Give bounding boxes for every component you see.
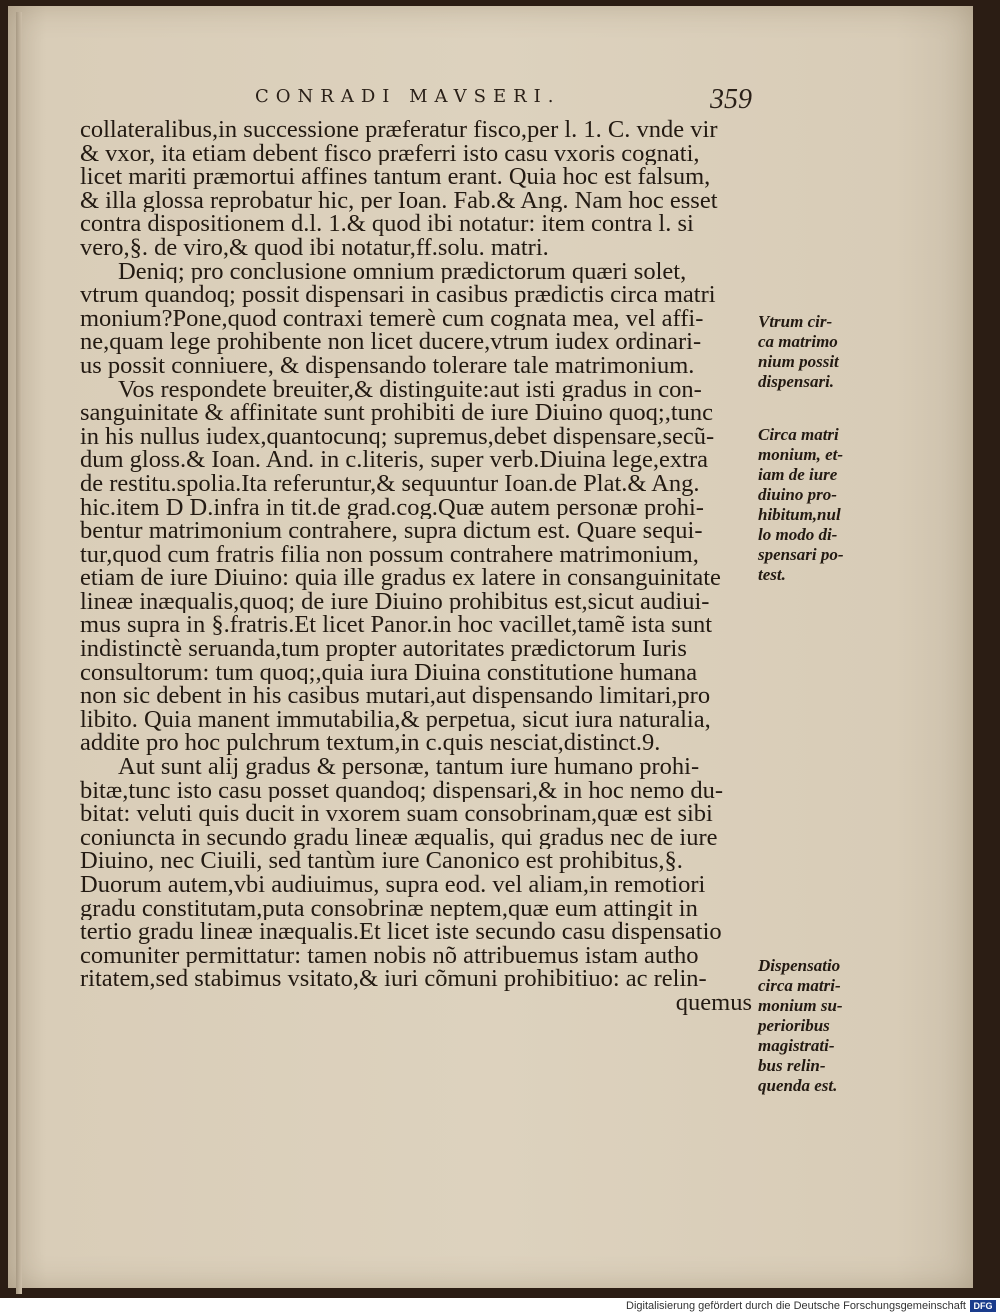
marginal-line: magistrati- xyxy=(758,1036,835,1055)
marginal-line: quenda est. xyxy=(758,1076,838,1095)
dfg-logo: DFG xyxy=(970,1300,996,1312)
funding-notice: Digitalisierung gefördert durch die Deutsche Forschungsgemeinschaft xyxy=(626,1300,966,1312)
text-line: ritatem,sed stabimus vsitato,& iuri cõmuni prohibitiuo: ac relin- xyxy=(80,967,707,991)
text-line: vero,§. de viro,& quod ibi notatur,ff.solu. matri. xyxy=(80,235,549,260)
text-line: contra dispositionem d.l. 1.& quod ibi notatur: item contra l. si xyxy=(80,212,694,236)
marginal-line: monium su- xyxy=(758,996,843,1015)
text-line: & illa glossa reprobatur hic, per Ioan. Fab.& Ang. Nam hoc esset xyxy=(80,188,718,213)
marginal-line: diuino pro- xyxy=(758,485,837,504)
text-line: sanguinitate & affinitate sunt prohibiti de iure Diuino quoq;,tunc xyxy=(80,401,714,425)
text-line: hic.item D D.infra in tit.de grad.cog.Quæ autem personæ prohi- xyxy=(80,495,704,520)
text-line: etiam de iure Diuino: quia ille gradus ex latere in consanguinitate xyxy=(80,566,721,590)
main-text-column xyxy=(80,118,752,1015)
marginal-line: Vtrum cir- xyxy=(758,312,833,331)
marginal-line: Dispensatio xyxy=(758,956,841,975)
text-line: coniuncta in secundo gradu lineæ æqualis, qui gradus nec de iure xyxy=(80,825,718,850)
marginal-line: nium possit xyxy=(758,352,839,371)
marginal-line: dispensari. xyxy=(758,372,835,391)
marginal-line: perioribus xyxy=(758,1016,830,1035)
marginal-note-3 xyxy=(758,956,868,1096)
text-line: Diuino, nec Ciuili, sed tantùm iure Canonico est prohibitus,§. xyxy=(80,849,683,873)
text-line: dum gloss.& Ioan. And. in c.literis, super verb.Diuina lege,extra xyxy=(80,448,709,472)
marginal-note-1 xyxy=(758,312,868,392)
marginal-line: spensari po- xyxy=(758,545,844,564)
text-line: collateralibus,in successione præferatur fisco,per l. 1. C. vnde vir xyxy=(80,118,718,142)
text-line: consultorum: tum quoq;,quia iura Diuina constitutione humana xyxy=(80,660,698,685)
page-edge xyxy=(16,12,22,1294)
marginal-line: bus relin- xyxy=(758,1056,826,1075)
catchword: quemus xyxy=(675,990,752,1015)
text-line: lineæ inæqualis,quoq; de iure Diuino prohibitus est,sicut audiui- xyxy=(80,589,710,614)
text-line: Duorum autem,vbi audiuimus, supra eod. vel aliam,in remotiori xyxy=(80,873,706,897)
marginal-line: iam de iure xyxy=(758,465,838,484)
text-line: bitæ,tunc isto casu posset quandoq; dispensari,& in hoc nemo du- xyxy=(80,778,724,803)
marginal-line: Circa matri xyxy=(758,425,839,444)
marginal-line: hibitum,nul xyxy=(758,505,841,524)
marginal-line: circa matri- xyxy=(758,976,841,995)
page-number: 359 xyxy=(710,84,752,115)
text-line: addite pro hoc pulchrum textum,in c.quis nesciat,distinct.9. xyxy=(80,731,661,756)
text-line: ne,quam lege prohibente non licet ducere,vtrum iudex ordinari- xyxy=(80,330,702,354)
text-line: tur,quod cum fratris filia non possum contrahere matrimonium, xyxy=(80,542,699,567)
text-line: Vos respondete breuiter,& distinguite:aut isti gradus in con- xyxy=(118,377,702,402)
marginal-line: test. xyxy=(758,565,786,584)
text-line: & vxor, ita etiam debent fisco præferri isto casu vxoris cognati, xyxy=(80,141,700,166)
marginal-line: ca matrimo xyxy=(758,332,838,351)
marginal-line: lo modo di- xyxy=(758,525,838,544)
text-line: mus supra in §.fratris.Et licet Panor.in hoc vacillet,tamẽ ista sunt xyxy=(80,613,713,638)
text-line: gradu constitutam,puta consobrinæ neptem,quæ eum attingit in xyxy=(80,896,698,921)
text-line: us possit conniuere, & dispensando tolerare tale matrimonium. xyxy=(80,353,695,378)
text-line: bitat: veluti quis ducit in vxorem suam consobrinam,quæ est sibi xyxy=(80,802,713,826)
text-line: comuniter permittatur: tamen nobis nõ attribuemus istam autho xyxy=(80,943,699,968)
text-line: libito. Quia manent immutabilia,& perpetua, sicut iura naturalia, xyxy=(80,707,711,732)
text-line: non sic debent in his casibus mutari,aut dispensando limitari,pro xyxy=(80,684,711,708)
text-line: licet mariti præmortui affines tantum erant. Quia hoc est falsum, xyxy=(80,165,711,189)
text-line: Deniq; pro conclusione omnium prædictorum quæri solet, xyxy=(118,259,687,284)
marginal-note-2 xyxy=(758,425,868,585)
text-line: Aut sunt alij gradus & personæ, tantum iure humano prohi- xyxy=(118,755,700,779)
text-line: monium?Pone,quod contraxi temerè cum cognata mea, vel affi- xyxy=(80,306,704,331)
text-line: indistinctè seruanda,tum propter autoritates prædictorum Iuris xyxy=(80,637,687,661)
running-head: CONRADI MAVSERI. xyxy=(255,86,561,107)
text-line: de restitu.spolia.Ita referuntur,& sequuntur Ioan.de Plat.& Ang. xyxy=(80,471,700,496)
text-line: vtrum quandoq; possit dispensari in casibus prædictis circa matri xyxy=(80,283,716,307)
text-line: in his nullus iudex,quantocunq; supremus,debet dispensare,secũ- xyxy=(80,424,715,449)
marginal-line: monium, et- xyxy=(758,445,844,464)
text-line: bentur matrimonium contrahere, supra dictum est. Quare sequi- xyxy=(80,519,703,543)
text-line: tertio gradu lineæ inæqualis.Et licet iste secundo casu dispensatio xyxy=(80,920,722,944)
